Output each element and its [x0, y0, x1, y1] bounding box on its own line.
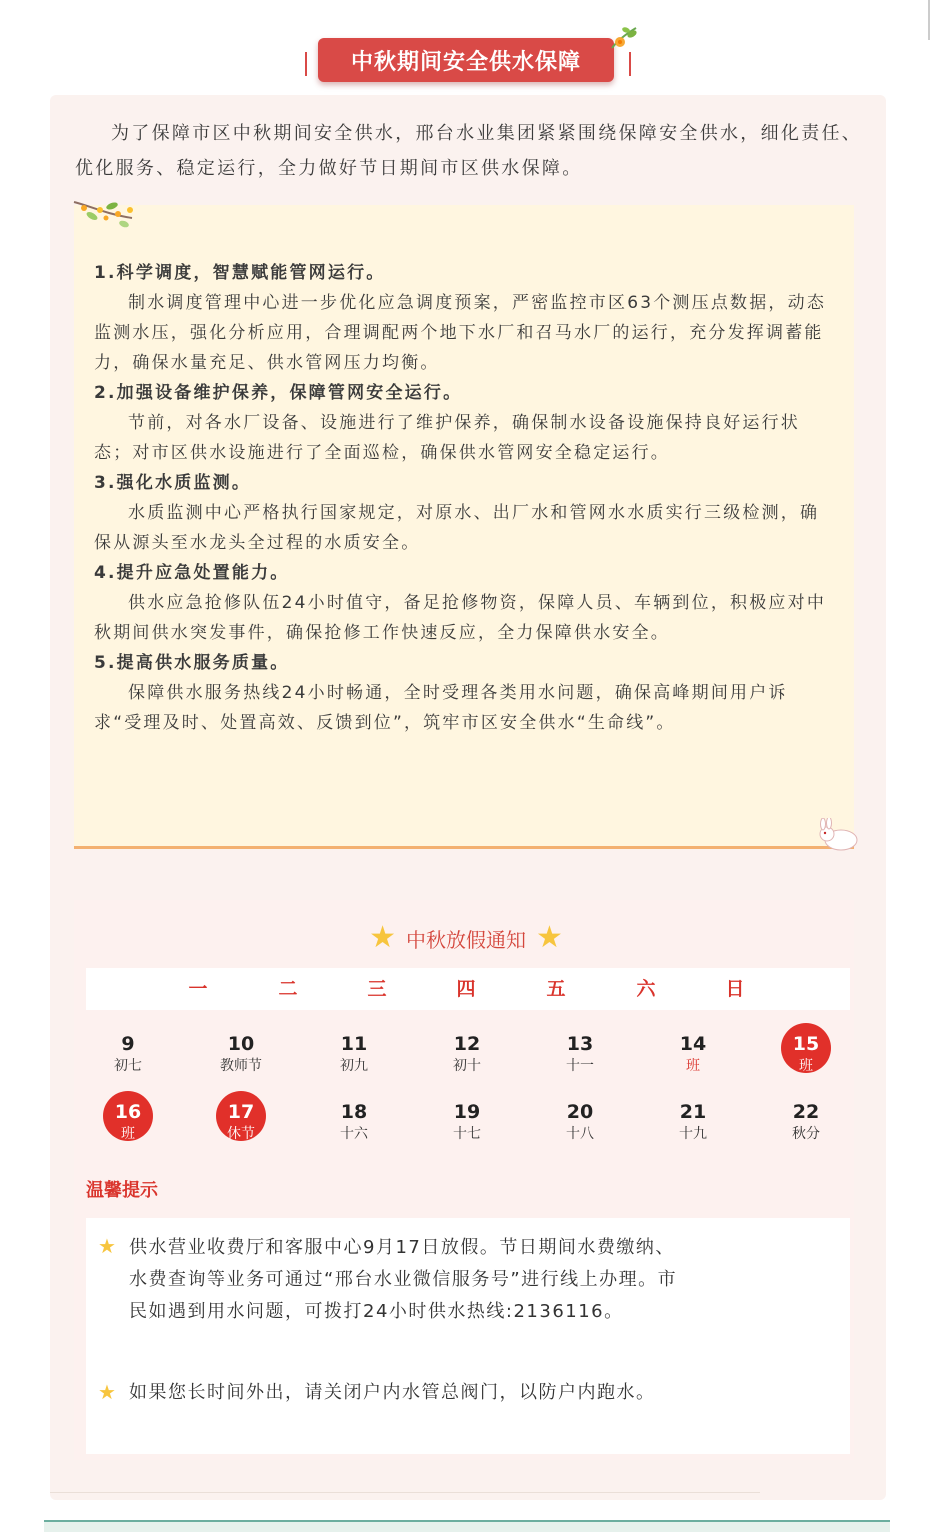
day-label: 班	[686, 1058, 700, 1074]
day-number: 11	[340, 1033, 368, 1055]
weekday-label: 六	[636, 978, 656, 1000]
day-number: 19	[453, 1101, 481, 1123]
calendar-day	[776, 1101, 836, 1153]
measures-list	[94, 258, 836, 738]
star-icon: ★	[98, 1234, 116, 1258]
divider	[50, 1492, 760, 1493]
star-icon: ★	[536, 920, 563, 955]
calendar-day	[663, 1033, 723, 1085]
calendar-day	[776, 1033, 836, 1085]
measures-box-underline	[74, 846, 854, 849]
measure-item	[94, 468, 836, 558]
day-number: 21	[679, 1101, 707, 1123]
day-label: 初九	[340, 1058, 368, 1074]
calendar-day	[211, 1033, 271, 1085]
calendar-day	[437, 1101, 497, 1153]
bottom-decor-strip	[44, 1520, 890, 1532]
measure-heading: 1.科学调度，智慧赋能管网运行。	[94, 263, 386, 283]
measure-heading: 5.提高供水服务质量。	[94, 653, 290, 673]
day-number: 18	[340, 1101, 368, 1123]
weekday-label: 五	[546, 978, 566, 1000]
day-number: 13	[566, 1033, 594, 1055]
day-number: 14	[679, 1033, 707, 1055]
calendar-day	[324, 1033, 384, 1085]
intro-paragraph: 为了保障市区中秋期间安全供水，邢台水业集团紧紧围绕保障安全供水，细化责任、优化服务、稳定运行，全力做好节日期间市区供水保障。	[75, 123, 863, 179]
day-label: 十八	[566, 1126, 594, 1142]
day-label: 十六	[340, 1126, 368, 1142]
weekday-label: 一	[188, 978, 208, 1000]
day-number: 10	[227, 1033, 255, 1055]
measure-item	[94, 378, 836, 468]
calendar-day	[550, 1101, 610, 1153]
day-label: 休节	[227, 1126, 255, 1142]
weekday-label: 日	[725, 978, 745, 1000]
calendar-day	[663, 1101, 723, 1153]
day-label: 教师节	[220, 1058, 262, 1074]
calendar-day	[211, 1101, 271, 1153]
measure-body: 供水应急抢修队伍24小时值守，备足抢修物资，保障人员、车辆到位，积极应对中秋期间供水突发事件，确保抢修工作快速反应，全力保障供水安全。	[94, 593, 827, 643]
star-icon: ★	[98, 1380, 116, 1404]
calendar-day	[98, 1101, 158, 1153]
day-number: 16	[114, 1101, 142, 1123]
measure-body: 制水调度管理中心进一步优化应急调度预案，严密监控市区63个测压点数据，动态监测水压，强化分析应用，合理调配两个地下水厂和召马水厂的运行，充分发挥调蓄能力，确保水量充足、供水管网压力均衡。	[94, 293, 827, 373]
osmanthus-branch-icon	[72, 196, 138, 230]
day-number: 20	[566, 1101, 594, 1123]
rabbit-icon	[815, 818, 863, 852]
measure-item	[94, 558, 836, 648]
measure-item	[94, 648, 836, 738]
page-title: 中秋期间安全供水保障	[318, 38, 614, 82]
calendar-day	[98, 1033, 158, 1085]
calendar-day	[550, 1033, 610, 1085]
tip-item: 如果您长时间外出，请关闭户内水管总阀门，以防户内跑水。	[129, 1382, 656, 1403]
day-number: 9	[121, 1033, 135, 1055]
holiday-notice-title: 中秋放假通知	[406, 927, 526, 952]
measure-body: 保障供水服务热线24小时畅通，全时受理各类用水问题，确保高峰期间用户诉求“受理及时、处置高效、反馈到位”，筑牢市区安全供水“生命线”。	[94, 683, 788, 733]
weekday-label: 三	[367, 978, 387, 1000]
tips-title: 温馨提示	[86, 1180, 158, 1201]
day-label: 班	[121, 1126, 135, 1142]
measure-item	[94, 258, 836, 378]
day-number: 17	[227, 1101, 255, 1123]
day-label: 十七	[453, 1126, 481, 1142]
day-number: 15	[792, 1033, 820, 1055]
day-label: 班	[799, 1058, 813, 1074]
measure-body: 节前，对各水厂设备、设施进行了维护保养，确保制水设备设施保持良好运行状态；对市区供水设施进行了全面巡检，确保供水管网安全稳定运行。	[94, 413, 800, 463]
day-label: 初七	[114, 1058, 142, 1074]
measure-heading: 3.强化水质监测。	[94, 473, 252, 493]
day-label: 初十	[453, 1058, 481, 1074]
day-number: 22	[792, 1101, 820, 1123]
weekday-label: 二	[278, 978, 298, 1000]
day-label: 秋分	[792, 1126, 820, 1142]
tip-item: 供水营业收费厅和客服中心9月17日放假。节日期间水费缴纳、水费查询等业务可通过“邢台水业微信服务号”进行线上办理。市民如遇到用水问题，可拨打24小时供水热线:2136116。	[129, 1237, 678, 1322]
title-banner-wrap	[0, 30, 932, 90]
measure-body: 水质监测中心严格执行国家规定，对原水、出厂水和管网水水质实行三级检测，确保从源头至水龙头全过程的水质安全。	[94, 503, 820, 553]
weekday-label: 四	[456, 978, 476, 1000]
day-number: 12	[453, 1033, 481, 1055]
day-label: 十九	[679, 1126, 707, 1142]
measure-heading: 2.加强设备维护保养，保障管网安全运行。	[94, 383, 463, 403]
star-icon: ★	[369, 920, 396, 955]
calendar-day	[324, 1101, 384, 1153]
day-label: 十一	[566, 1058, 594, 1074]
calendar-day	[437, 1033, 497, 1085]
measure-heading: 4.提升应急处置能力。	[94, 563, 290, 583]
holiday-notice-header	[0, 918, 932, 958]
osmanthus-flower-icon	[606, 24, 640, 54]
weekday-header	[86, 968, 850, 1010]
